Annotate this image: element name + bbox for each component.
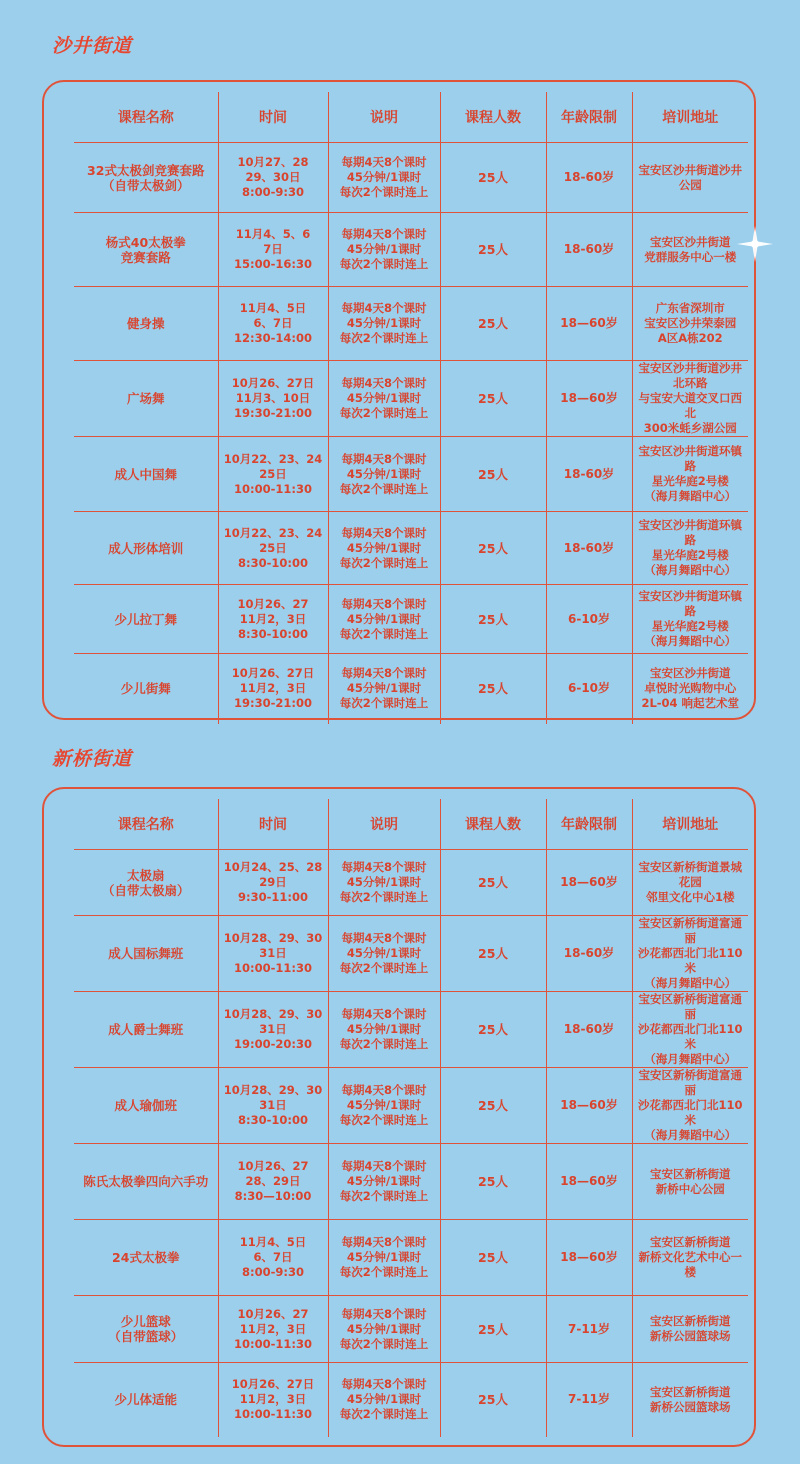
cell-course-name: 少儿街舞 [120, 681, 171, 697]
cell-age-limit: 7-11岁 [546, 1296, 632, 1363]
cell-time: 10月26、27 11月2，3日 8:30-10:00 [218, 585, 328, 654]
cell-age-limit: 18—60岁 [546, 287, 632, 361]
cell-time: 10月26、27日 11月2，3日 19:30-21:00 [218, 654, 328, 724]
table-header-row [74, 799, 748, 850]
course-table-shajing [74, 92, 748, 724]
cell-description: 每期4天8个课时 45分钟/1课时 每次2个课时连上 [328, 287, 440, 361]
header-address: 培训地址 [632, 799, 748, 850]
cell-address: 宝安区新桥街道 新桥文化艺术中心一楼 [632, 1220, 748, 1296]
header-description: 说明 [328, 799, 440, 850]
cell-course-name: 少儿篮球 （自带篮球） [74, 1296, 218, 1363]
table-row [74, 1296, 748, 1363]
section-title-xinqiao: 新桥街道 [52, 748, 133, 770]
cell-capacity: 25人 [440, 143, 546, 213]
header-capacity: 课程人数 [440, 92, 546, 143]
header-time: 时间 [218, 799, 328, 850]
cell-description: 每期4天8个课时 45分钟/1课时 每次2个课时连上 [328, 916, 440, 992]
cell-time: 10月27、28 29、30日 8:00-9:30 [218, 143, 328, 213]
cell-description: 每期4天8个课时 45分钟/1课时 每次2个课时连上 [328, 1068, 440, 1144]
cell-address: 宝安区沙井街道 卓悦时光购物中心 2L-04 响起艺术堂 [632, 654, 748, 724]
header-address: 培训地址 [632, 92, 748, 143]
table-row [74, 437, 748, 512]
cell-capacity: 25人 [440, 992, 546, 1068]
cell-description: 每期4天8个课时 45分钟/1课时 每次2个课时连上 [328, 143, 440, 213]
table-row [74, 916, 748, 992]
sparkle-icon [735, 224, 775, 264]
cell-course-name: 24式太极拳 [74, 1220, 218, 1296]
cell-capacity: 25人 [440, 585, 546, 654]
cell-capacity: 25人 [440, 850, 546, 916]
cell-course-name: 陈氏太极拳四向六手功 [74, 1144, 218, 1220]
cell-age-limit: 7-11岁 [546, 1363, 632, 1437]
cell-description: 每期4天8个课时 45分钟/1课时 每次2个课时连上 [328, 213, 440, 287]
cell-course-name: 广场舞 [74, 361, 218, 437]
cell-capacity: 25人 [440, 213, 546, 287]
course-table-xinqiao [74, 799, 748, 1437]
table-header-row [74, 92, 748, 143]
table-row [74, 1363, 748, 1437]
cell-description: 每期4天8个课时 45分钟/1课时 每次2个课时连上 [328, 1296, 440, 1363]
header-description: 说明 [328, 92, 440, 143]
table-row [74, 143, 748, 213]
table-row [74, 585, 748, 654]
cell-age-limit: 18-60岁 [546, 916, 632, 992]
table-row [74, 361, 748, 437]
cell-description: 每期4天8个课时 45分钟/1课时 每次2个课时连上 [328, 992, 440, 1068]
cell-address: 宝安区沙井街道沙井公园 [632, 143, 748, 213]
cell-time: 10月28、29、30 31日 19:00-20:30 [218, 992, 328, 1068]
cell-capacity: 25人 [440, 916, 546, 992]
cell-description: 每期4天8个课时 45分钟/1课时 每次2个课时连上 [328, 585, 440, 654]
cell-description: 每期4天8个课时 45分钟/1课时 每次2个课时连上 [328, 850, 440, 916]
cell-capacity: 25人 [440, 361, 546, 437]
cell-address: 宝安区沙井街道 党群服务中心一楼 [632, 213, 748, 287]
cell-capacity: 25人 [440, 287, 546, 361]
cell-description: 每期4天8个课时 45分钟/1课时 每次2个课时连上 [328, 1144, 440, 1220]
cell-description: 每期4天8个课时 45分钟/1课时 每次2个课时连上 [328, 437, 440, 512]
table-row [74, 287, 748, 361]
table-row [74, 213, 748, 287]
cell-age-limit: 18—60岁 [546, 361, 632, 437]
cell-age-limit: 18—60岁 [546, 1144, 632, 1220]
cell-age-limit: 18—60岁 [546, 1220, 632, 1296]
cell-capacity: 25人 [440, 1068, 546, 1144]
cell-capacity: 25人 [440, 1296, 546, 1363]
cell-address: 宝安区新桥街道 新桥中心公园 [632, 1144, 748, 1220]
cell-course-name: 杨式40太极拳 竞赛套路 [74, 213, 218, 287]
cell-address: 宝安区沙井街道环镇路 星光华庭2号楼 （海月舞蹈中心） [632, 585, 748, 654]
table-row [74, 992, 748, 1068]
schedule-card-shajing [42, 80, 756, 720]
cell-address: 宝安区新桥街道 新桥公园篮球场 [632, 1296, 748, 1363]
cell-course-name: 少儿体适能 [114, 1392, 177, 1408]
cell-capacity: 25人 [440, 512, 546, 585]
header-course-name: 课程名称 [74, 92, 218, 143]
cell-time: 11月4、5日 6、7日 12:30-14:00 [218, 287, 328, 361]
cell-description: 每期4天8个课时 45分钟/1课时 每次2个课时连上 [328, 1363, 440, 1437]
cell-address: 宝安区新桥街道景城花园 邻里文化中心1楼 [632, 850, 748, 916]
cell-time: 10月22、23、24 25日 10:00-11:30 [218, 437, 328, 512]
cell-address: 宝安区新桥街道 新桥公园篮球场 [632, 1363, 748, 1437]
cell-course-name: 太极扇 （自带太极扇） [74, 850, 218, 916]
schedule-card-xinqiao [42, 787, 756, 1447]
cell-address: 宝安区沙井街道沙井北环路 与宝安大道交叉口西北 300米蚝乡湖公园 [632, 361, 748, 437]
cell-age-limit: 18-60岁 [546, 213, 632, 287]
table-row [74, 512, 748, 585]
table-row [74, 654, 748, 724]
cell-age-limit: 18-60岁 [546, 437, 632, 512]
table-row [74, 850, 748, 916]
header-course-name: 课程名称 [74, 799, 218, 850]
cell-time: 11月4、5日 6、7日 8:00-9:30 [218, 1220, 328, 1296]
header-age-limit: 年龄限制 [546, 799, 632, 850]
cell-age-limit: 18—60岁 [546, 850, 632, 916]
cell-course-name: 健身操 [74, 287, 218, 361]
cell-capacity: 25人 [440, 654, 546, 724]
cell-course-name: 32式太极剑竞赛套路 （自带太极剑） [74, 143, 218, 213]
table-row [74, 1144, 748, 1220]
cell-time: 10月22、23、24 25日 8:30-10:00 [218, 512, 328, 585]
table-row [74, 1220, 748, 1296]
cell-address: 宝安区新桥街道富通丽 沙花都西北门北110米 （海月舞蹈中心） [632, 992, 748, 1068]
cell-age-limit: 6-10岁 [546, 654, 632, 724]
cell-capacity: 25人 [440, 1144, 546, 1220]
cell-age-limit: 18-60岁 [546, 992, 632, 1068]
cell-time: 10月28、29、30 31日 10:00-11:30 [218, 916, 328, 992]
cell-age-limit: 18-60岁 [546, 143, 632, 213]
cell-age-limit: 18—60岁 [546, 1068, 632, 1144]
cell-time: 10月26、27日 11月2，3日 10:00-11:30 [218, 1363, 328, 1437]
cell-address: 广东省深圳市 宝安区沙井荣泰园 A区A栋202 [632, 287, 748, 361]
cell-time: 10月24、25、28 29日 9:30-11:00 [218, 850, 328, 916]
cell-course-name: 成人瑜伽班 [74, 1068, 218, 1144]
table-row [74, 1068, 748, 1144]
cell-age-limit: 6-10岁 [546, 585, 632, 654]
cell-capacity: 25人 [440, 1220, 546, 1296]
cell-age-limit: 18-60岁 [546, 512, 632, 585]
header-capacity: 课程人数 [440, 799, 546, 850]
cell-course-name: 少儿拉丁舞 [74, 585, 218, 654]
cell-capacity: 25人 [440, 1363, 546, 1437]
cell-description: 每期4天8个课时 45分钟/1课时 每次2个课时连上 [328, 512, 440, 585]
cell-course-name: 成人形体培训 [74, 512, 218, 585]
cell-time: 10月28、29、30 31日 8:30-10:00 [218, 1068, 328, 1144]
cell-time: 10月26、27日 11月3、10日 19:30-21:00 [218, 361, 328, 437]
cell-address: 宝安区新桥街道富通丽 沙花都西北门北110米 （海月舞蹈中心） [632, 916, 748, 992]
cell-time: 10月26、27 28、29日 8:30—10:00 [218, 1144, 328, 1220]
cell-description: 每期4天8个课时 45分钟/1课时 每次2个课时连上 [328, 361, 440, 437]
cell-course-name: 成人国标舞班 [74, 916, 218, 992]
cell-description: 每期4天8个课时 45分钟/1课时 每次2个课时连上 [328, 1220, 440, 1296]
cell-address: 宝安区沙井街道环镇路 星光华庭2号楼 （海月舞蹈中心） [632, 437, 748, 512]
header-age-limit: 年龄限制 [546, 92, 632, 143]
cell-course-name: 成人爵士舞班 [74, 992, 218, 1068]
cell-address: 宝安区沙井街道环镇路 星光华庭2号楼 （海月舞蹈中心） [632, 512, 748, 585]
cell-time: 10月26、27 11月2，3日 10:00-11:30 [218, 1296, 328, 1363]
cell-description: 每期4天8个课时 45分钟/1课时 每次2个课时连上 [328, 654, 440, 724]
section-title-shajing: 沙井街道 [52, 35, 133, 57]
header-time: 时间 [218, 92, 328, 143]
cell-course-name: 成人中国舞 [74, 437, 218, 512]
cell-capacity: 25人 [440, 437, 546, 512]
cell-time: 11月4、5、6 7日 15:00-16:30 [218, 213, 328, 287]
cell-address: 宝安区新桥街道富通丽 沙花都西北门北110米 （海月舞蹈中心） [632, 1068, 748, 1144]
